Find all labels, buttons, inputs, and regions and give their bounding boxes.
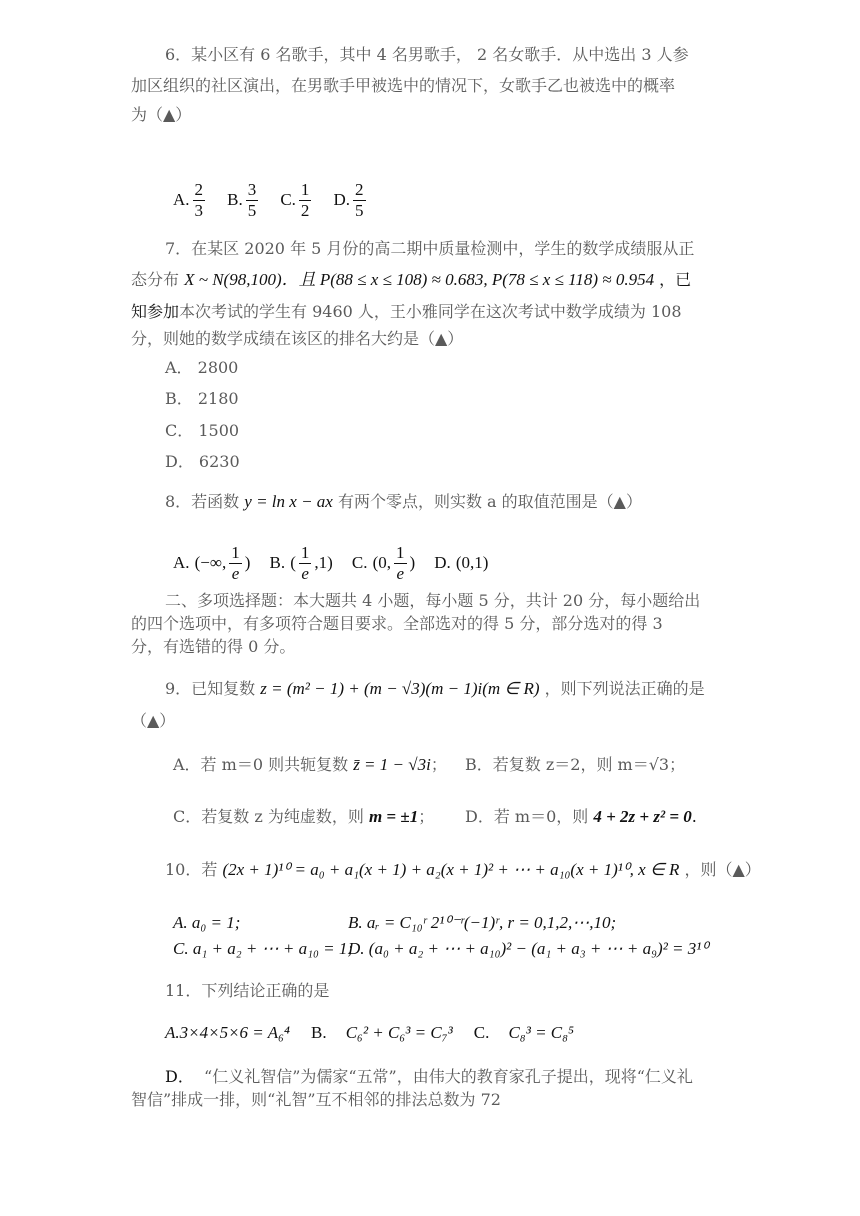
q8-function-formula: y = ln x − ax (244, 492, 333, 511)
q6-stem-line1: 6．某小区有 6 名歌手，其中 4 名男歌手， 2 名女歌手．从中选出 3 人参 (165, 45, 689, 64)
q10-option-a: A. a₀ = 1; (173, 913, 241, 932)
q8-option-a: A. (−∞, $\frac{1}{e}$ ) (173, 543, 251, 583)
q11-stem: 11．下列结论正确的是 (165, 981, 330, 1000)
q9-stem-line2: （▲） (131, 711, 176, 730)
q9-option-d: D．若 m＝0，则 4 + 2z + z² = 0. (465, 807, 697, 826)
q8-option-c: C. (0, $\frac{1}{e}$ ) (351, 543, 416, 583)
q10-option-c: C. a₁ + a₂ + ⋯ + a₁₀ = 1; (173, 939, 354, 958)
q11-option-c-label: C. (473, 1023, 490, 1042)
q6-options (173, 180, 383, 221)
q10-option-b: B. aᵣ = C₁₀ʳ 2¹⁰⁻ʳ(−1)ʳ, r = 0,1,2,⋯,10; (348, 913, 617, 932)
q7-stem-line3: 知参加本次考试的学生有 9460 人，王小雅同学在这次考试中数学成绩为 108 (131, 302, 682, 321)
q8-option-b: B. ( $\frac{1}{e}$ ,1) (269, 543, 333, 583)
q10-stem: 10．若 (2x + 1)¹⁰ = a₀ + a₁(x + 1) + a₂(x + 1)² + ⋯ + a₁₀(x + 1)¹⁰, x ∈ R ，则（▲） (165, 860, 761, 879)
q9-stem: 9．已知复数 z = (m² − 1) + (m − √3)(m − 1)i(m ∈ R) ，则下列说法正确的是 (165, 679, 705, 698)
q8-option-d: D. (0,1) (434, 553, 489, 572)
q8-stem: 8．若函数 y = ln x − ax 有两个零点，则实数 a 的取值范围是（▲） (165, 492, 642, 511)
section2-intro-line3: 分，有选错的得 0 分。 (131, 637, 296, 656)
q6-stem-line3: 为（▲） (131, 105, 192, 124)
q7-option-a: A． 2800 (165, 358, 239, 377)
q9-option-a: A．若 m＝0 则共轭复数 z̄ = 1 − √3i； (173, 755, 447, 774)
q11-option-b: C₆² + C₆³ = C₇³ (345, 1023, 453, 1042)
q10-option-d: D. (a₀ + a₂ + ⋯ + a₁₀)² − (a₁ + a₃ + ⋯ + a₉)² = 3¹⁰ (348, 939, 709, 958)
q11-option-d-line2: 智信”排成一排，则“礼智”互不相邻的排法总数为 72 (131, 1090, 501, 1109)
q11-option-b-label: B. (311, 1023, 327, 1042)
section2-intro-line1: 二、多项选择题：本大题共 4 小题，每小题 5 分，共计 20 分，每小题给出 (165, 591, 701, 610)
q6-stem-line2: 加区组织的社区演出，在男歌手甲被选中的情况下，女歌手乙也被选中的概率 (131, 76, 676, 95)
q9-option-b: B．若复数 z＝2，则 m＝√3； (465, 755, 686, 774)
q6-option-a: A. $\frac{2}{3}$ (173, 180, 204, 220)
q6-option-b: B. $\frac{3}{5}$ (227, 180, 257, 220)
q9-option-c: C．若复数 z 为纯虚数，则 m = ±1； (173, 807, 435, 826)
q6-option-d: D. $\frac{2}{5}$ (333, 180, 364, 220)
q7-option-d: D． 6230 (165, 452, 240, 471)
q7-stem-line2: 态分布 X ~ N(98,100)．且 P(88 ≤ x ≤ 108) ≈ 0.683, P(78 ≤ x ≤ 118) ≈ 0.954 ，已 (131, 270, 692, 289)
q9-complex-formula: z = (m² − 1) + (m − √3)(m − 1)i(m ∈ R) (260, 679, 540, 698)
q7-stem-line4: 分，则她的数学成绩在该区的排名大约是（▲） (131, 329, 464, 348)
q8-options (173, 543, 502, 584)
q11-options-abc (165, 1022, 574, 1044)
q6-option-c: C. $\frac{1}{2}$ (280, 180, 310, 220)
q11-option-c: C₈³ = C₈⁵ (508, 1023, 574, 1042)
section2-intro-line2: 的四个选项中，有多项符合题目要求。全部选对的得 5 分，部分选对的得 3 (131, 614, 663, 633)
q7-distribution-formula: X ~ N(98,100)．且 P(88 ≤ x ≤ 108) ≈ 0.683, P(78 ≤ x ≤ 118) ≈ 0.954 (184, 270, 655, 289)
q11-option-a: A.3×4×5×6 = A₆⁴ (165, 1023, 290, 1042)
q7-option-c: C． 1500 (165, 421, 240, 440)
q10-expansion-formula: (2x + 1)¹⁰ = a₀ + a₁(x + 1) + a₂(x + 1)² + ⋯ + a₁₀(x + 1)¹⁰, x ∈ R (222, 860, 680, 879)
q11-option-d-line1: D． “仁义礼智信”为儒家“五常”，由伟大的教育家孔子提出，现将“仁义礼 (165, 1067, 693, 1086)
q7-stem-line1: 7．在某区 2020 年 5 月份的高二期中质量检测中，学生的数学成绩服从正 (165, 239, 695, 258)
q7-option-b: B． 2180 (165, 389, 239, 408)
